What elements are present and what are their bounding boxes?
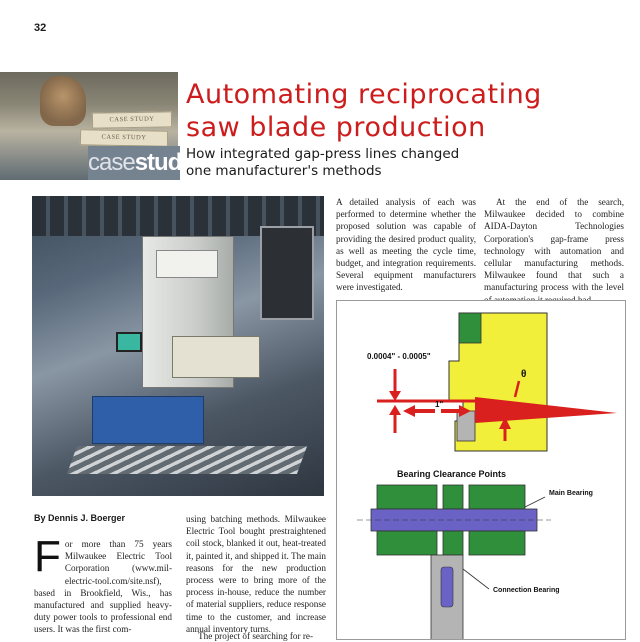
press-frame-top-block bbox=[459, 313, 481, 343]
connecting-rod-core bbox=[441, 567, 453, 607]
case-study-logo-part2: study bbox=[134, 149, 194, 176]
case-study-logo-part1: case bbox=[88, 149, 135, 176]
dropcap: F bbox=[34, 532, 61, 581]
article-col3: A detailed analysis of each was performed to determine whether the proposed solution was capable of providing the desired product quality, as well as meeting the cycle time, budget, and integration requirements. Several equipment manufacturers were investigated. bbox=[336, 197, 476, 293]
bearing-block-center-bottom bbox=[443, 531, 463, 555]
bearing-block-right-bottom bbox=[469, 531, 525, 555]
photo-conveyor bbox=[67, 446, 307, 474]
photo-control-panel bbox=[260, 226, 314, 320]
length-arrow-right-shaft bbox=[441, 409, 459, 413]
header-photo-person bbox=[40, 76, 86, 126]
connection-bearing-label: Connection Bearing bbox=[493, 587, 560, 594]
page-number: 32 bbox=[34, 22, 47, 34]
bearing-section-title: Bearing Clearance Points bbox=[397, 469, 507, 479]
case-study-logo bbox=[88, 146, 194, 180]
photo-screen bbox=[116, 332, 142, 352]
article-col1-text: or more than 75 years Milwaukee Electric Tool Corporation (www.mil-electric-tool.com/site.nsf), based in Brookfield, Wis., has manufactured and supplied heavy-duty power tools to professional end users. It was the first com- bbox=[34, 539, 172, 635]
clearance-label: 0.0004" - 0.0005" bbox=[367, 352, 431, 361]
connection-bearing-leader bbox=[463, 569, 489, 589]
photo-console bbox=[172, 336, 260, 378]
photo-press-head bbox=[156, 250, 218, 278]
bearing-diagram bbox=[336, 300, 626, 640]
article-title-line1: Automating reciprocating bbox=[186, 79, 542, 110]
length-label: 1" bbox=[435, 400, 444, 409]
article-title-line2: saw blade production bbox=[186, 112, 486, 143]
article-subtitle-line2: one manufacturer's methods bbox=[186, 163, 382, 179]
length-arrow-left-shaft bbox=[415, 409, 435, 413]
photo-blue-machine bbox=[92, 396, 204, 444]
main-bearing-label: Main Bearing bbox=[549, 490, 593, 497]
article-subtitle bbox=[186, 146, 626, 180]
bearing-block-right-top bbox=[469, 485, 525, 509]
article-col2: using batching methods. Milwaukee Electric Tool bought prestraightened coil stock, blanked it out, heat-treated it, painted it, and shipped it. The main reasons for the new production process were to bring more of the process in-house, reduce the number of material suppliers, reduce response time to the customer, and increase annual inventory turns. bbox=[186, 514, 326, 634]
bearing-block-left-bottom bbox=[377, 531, 437, 555]
length-arrow-left bbox=[403, 405, 415, 417]
main-bearing-leader bbox=[525, 497, 545, 507]
byline: By Dennis J. Boerger bbox=[34, 513, 126, 523]
clearance-arrow-bottom-head bbox=[389, 405, 401, 415]
article-col1 bbox=[34, 532, 172, 636]
machine-photo bbox=[32, 196, 324, 496]
article-col2-continued: The project of searching for re- bbox=[198, 631, 314, 641]
folder-tab: CASE STUDY bbox=[80, 129, 168, 147]
article-subtitle-line1: How integrated gap-press lines changed bbox=[186, 146, 460, 162]
article-col4: At the end of the search, Milwaukee decided to combine AIDA-Dayton Technologies Corporation's gap-frame press technology with automation and cellular manufacturing methods. Milwaukee found that such a manufacturing process with the level bbox=[484, 197, 624, 293]
folder-tab: CASE STUDY bbox=[92, 111, 172, 128]
article-title bbox=[186, 78, 626, 144]
bearing-block-center-top bbox=[443, 485, 463, 509]
bearing-diagram-svg bbox=[337, 301, 626, 640]
angle-label: θ bbox=[521, 369, 527, 380]
bearing-block-left-top bbox=[377, 485, 437, 509]
